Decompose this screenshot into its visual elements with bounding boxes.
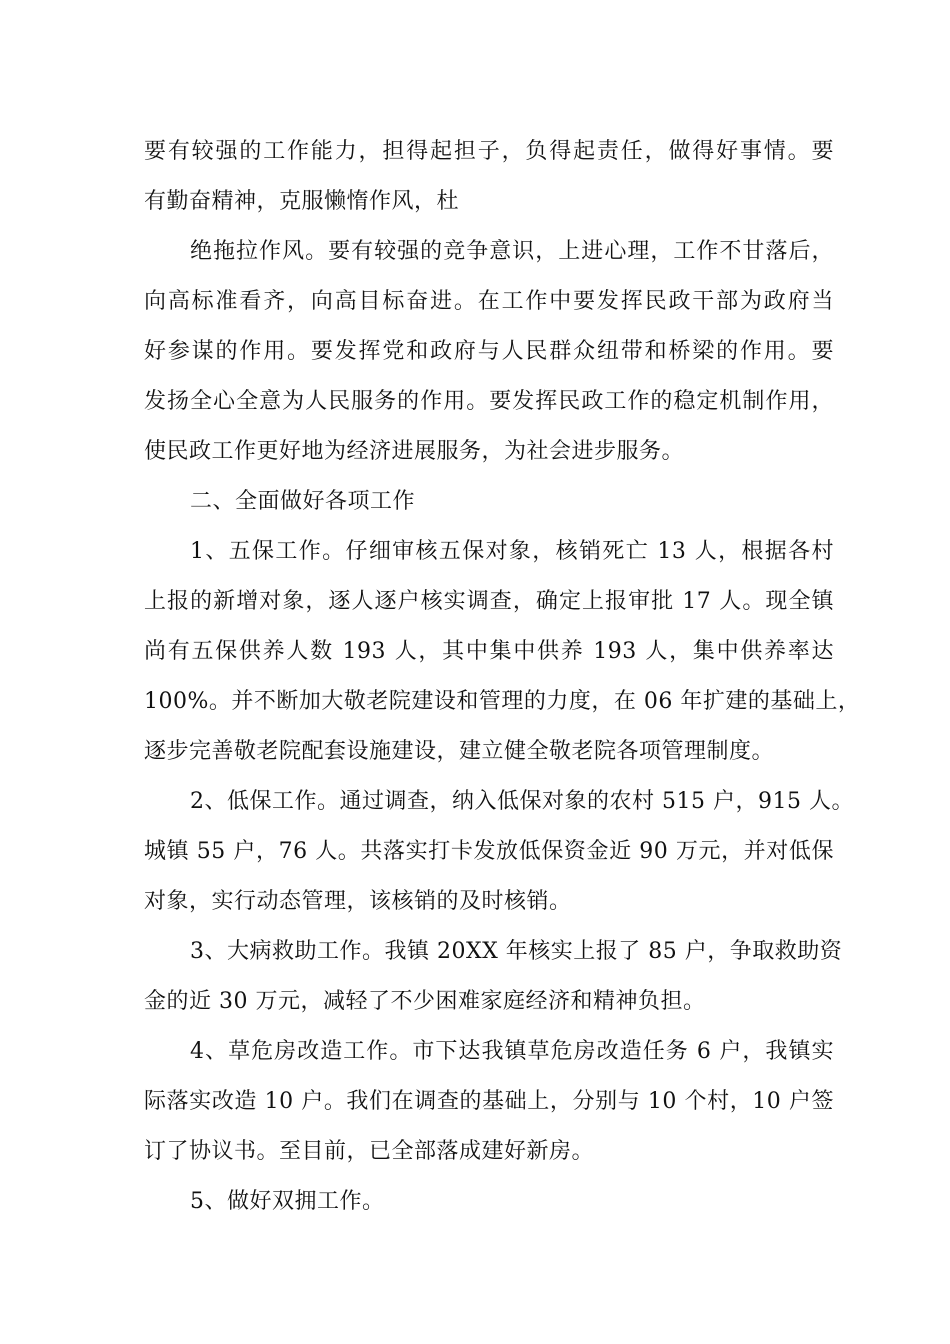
text-line: 使民政工作更好地为经济进展服务，为社会进步服务。 bbox=[144, 439, 685, 464]
text-line: 1、五保工作。仔细审核五保对象，核销死亡 13 人，根据各村 bbox=[190, 539, 834, 564]
text-line: 际落实改造 10 户。我们在调查的基础上，分别与 10 个村，10 户签 bbox=[144, 1089, 834, 1114]
text-line: 逐步完善敬老院配套设施建设，建立健全敬老院各项管理制度。 bbox=[144, 739, 775, 764]
text-line: 发扬全心全意为人民服务的作用。要发挥民政工作的稳定机制作用， bbox=[144, 389, 834, 414]
text-line: 5、做好双拥工作。 bbox=[190, 1189, 385, 1214]
text-line: 100%。并不断加大敬老院建设和管理的力度，在 06 年扩建的基础上， bbox=[144, 689, 861, 714]
text-line: 有勤奋精神，克服懒惰作风，杜 bbox=[144, 189, 460, 214]
text-line: 好参谋的作用。要发挥党和政府与人民群众纽带和桥梁的作用。要 bbox=[144, 339, 834, 364]
text-line: 4、草危房改造工作。市下达我镇草危房改造任务 6 户，我镇实 bbox=[190, 1039, 834, 1064]
text-line: 向高标准看齐，向高目标奋进。在工作中要发挥民政干部为政府当 bbox=[144, 289, 834, 314]
text-line: 上报的新增对象，逐人逐户核实调查，确定上报审批 17 人。现全镇 bbox=[144, 589, 834, 614]
text-line: 3、大病救助工作。我镇 20XX 年核实上报了 85 户，争取救助资 bbox=[190, 939, 843, 964]
text-line: 对象，实行动态管理，该核销的及时核销。 bbox=[144, 889, 572, 914]
text-line: 城镇 55 户，76 人。共落实打卡发放低保资金近 90 万元，并对低保 bbox=[144, 839, 834, 864]
text-line: 订了协议书。至目前，已全部落成建好新房。 bbox=[144, 1139, 595, 1164]
text-line: 要有较强的工作能力，担得起担子，负得起责任，做得好事情。要 bbox=[144, 139, 834, 164]
text-line: 金的近 30 万元，减轻了不少困难家庭经济和精神负担。 bbox=[144, 989, 706, 1014]
text-line: 尚有五保供养人数 193 人，其中集中供养 193 人，集中供养率达 bbox=[144, 639, 834, 664]
text-line: 绝拖拉作风。要有较强的竞争意识，上进心理，工作不甘落后， bbox=[190, 239, 834, 264]
section-heading: 二、全面做好各项工作 bbox=[190, 489, 416, 514]
text-line: 2、低保工作。通过调查，纳入低保对象的农村 515 户，915 人。 bbox=[190, 789, 854, 814]
